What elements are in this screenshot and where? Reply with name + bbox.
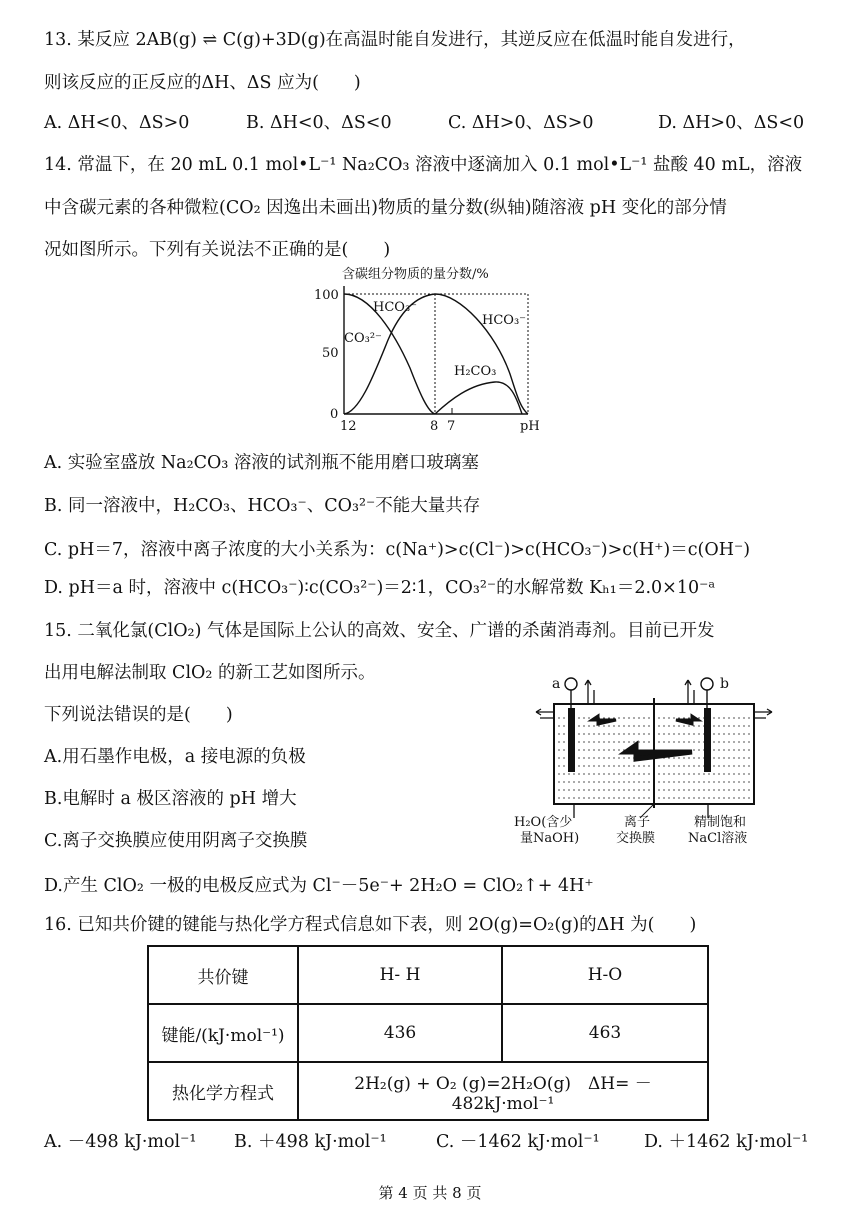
q15-option-c: C.离子交换膜应使用阴离子交换膜 bbox=[44, 831, 308, 851]
chart-label-hco3-left: HCO₃⁻ bbox=[373, 300, 418, 315]
chart-label-hco3-right: HCO₃⁻ bbox=[482, 313, 527, 328]
chart-xlabel: pH bbox=[520, 419, 540, 434]
q13-stem-line2: 则该反应的正反应的ΔH、ΔS 应为( ) bbox=[44, 73, 361, 93]
q14-stem-line3: 况如图所示。下列有关说法不正确的是( ) bbox=[44, 240, 391, 260]
table-header-bond: 共价键 bbox=[148, 946, 298, 1004]
table-equation-label: 热化学方程式 bbox=[148, 1062, 298, 1120]
q15-electrolysis-diagram bbox=[508, 668, 778, 848]
q14-stem-line2: 中含碳元素的各种微粒(CO₂ 因逸出未画出)物质的量分数(纵轴)随溶液 pH 变化的部分情 bbox=[44, 198, 727, 218]
q15-option-b: B.电解时 a 极区溶液的 pH 增大 bbox=[44, 789, 297, 809]
membrane-label-line1: 离子 bbox=[624, 815, 651, 830]
q16-option-a: A. －498 kJ·mol⁻¹ bbox=[44, 1132, 197, 1152]
table-energy-ho: 463 bbox=[502, 1004, 708, 1062]
q15-stem-line2: 出用电解法制取 ClO₂ 的新工艺如图所示。 bbox=[44, 663, 376, 683]
left-feed-line2: 量NaOH) bbox=[520, 831, 580, 846]
gas-outlet-left bbox=[585, 680, 594, 704]
right-feed-line1: 精制饱和 bbox=[694, 815, 747, 830]
terminal-a bbox=[565, 678, 577, 690]
q14-fraction-chart bbox=[300, 262, 550, 436]
q16-option-d: D. ＋1462 kJ·mol⁻¹ bbox=[644, 1132, 809, 1152]
table-header-hh: H- H bbox=[298, 946, 502, 1004]
side-outlet-left bbox=[536, 709, 554, 718]
left-feed-line1: H₂O(含少 bbox=[514, 815, 573, 830]
q14-option-c: C. pH＝7，溶液中离子浓度的大小关系为：c(Na⁺)>c(Cl⁻)>c(HCO₃⁻)>c(H⁺)＝c(OH⁻) bbox=[44, 540, 751, 560]
q13-option-c: C. ΔH>0、ΔS>0 bbox=[448, 113, 594, 133]
table-equation: 2H₂(g) + O₂ (g)=2H₂O(g) ΔH= －482kJ·mol⁻¹ bbox=[298, 1062, 708, 1120]
terminal-b bbox=[701, 678, 713, 690]
q13-stem-line1: 13. 某反应 2AB(g) ⇌ C(g)+3D(g)在高温时能自发进行，其逆反应在低温时能自发进行， bbox=[44, 30, 746, 50]
table-header-ho: H-O bbox=[502, 946, 708, 1004]
curve-hco3 bbox=[344, 294, 528, 414]
chart-ytick-100: 100 bbox=[314, 288, 339, 303]
arrow-right-small bbox=[676, 716, 698, 724]
chart-label-co3: CO₃²⁻ bbox=[344, 331, 382, 346]
q16-stem: 16. 已知共价键的键能与热化学方程式信息如下表，则 2O(g)=O₂(g)的ΔH 为( ) bbox=[44, 915, 697, 935]
q13-option-a: A. ΔH<0、ΔS>0 bbox=[44, 113, 190, 133]
chart-ytick-50: 50 bbox=[322, 346, 339, 361]
q14-option-a: A. 实验室盛放 Na₂CO₃ 溶液的试剂瓶不能用磨口玻璃塞 bbox=[44, 453, 479, 473]
curve-h2co3 bbox=[435, 382, 522, 414]
q13-option-d: D. ΔH>0、ΔS<0 bbox=[658, 113, 805, 133]
chart-xtick-8: 8 bbox=[430, 419, 439, 434]
q16-bond-table bbox=[147, 945, 709, 1121]
side-outlet-right bbox=[754, 709, 772, 718]
chart-ylabel: 含碳组分物质的量分数/% bbox=[342, 267, 489, 282]
membrane-label-line2: 交换膜 bbox=[616, 831, 656, 846]
page-footer: 第 4 页 共 8 页 bbox=[378, 1184, 482, 1202]
q15-option-d: D.产生 ClO₂ 一极的电极反应式为 Cl⁻－5e⁻+ 2H₂O = ClO₂↑+ 4H⁺ bbox=[44, 876, 594, 896]
right-feed-line2: NaCl溶液 bbox=[688, 831, 748, 846]
arrow-membrane bbox=[626, 745, 692, 759]
label-b: b bbox=[720, 676, 729, 692]
arrow-left-small bbox=[592, 716, 616, 724]
chart-label-h2co3: H₂CO₃ bbox=[454, 364, 497, 379]
q15-option-a: A.用石墨作电极，a 接电源的负极 bbox=[44, 747, 306, 767]
table-energy-label: 键能/(kJ·mol⁻¹) bbox=[148, 1004, 298, 1062]
chart-ytick-0: 0 bbox=[330, 407, 339, 422]
q14-option-b: B. 同一溶液中，H₂CO₃、HCO₃⁻、CO₃²⁻不能大量共存 bbox=[44, 496, 481, 516]
q15-stem-line1: 15. 二氧化氯(ClO₂) 气体是国际上公认的高效、安全、广谱的杀菌消毒剂。目前已开发 bbox=[44, 621, 715, 641]
gas-outlet-right bbox=[685, 680, 694, 704]
q16-option-c: C. －1462 kJ·mol⁻¹ bbox=[436, 1132, 600, 1152]
q13-option-b: B. ΔH<0、ΔS<0 bbox=[246, 113, 392, 133]
label-a: a bbox=[552, 676, 561, 692]
electrode-a bbox=[568, 708, 575, 772]
q14-stem-line1: 14. 常温下，在 20 mL 0.1 mol•L⁻¹ Na₂CO₃ 溶液中逐滴加入 0.1 mol•L⁻¹ 盐酸 40 mL，溶液 bbox=[44, 155, 803, 175]
q16-option-b: B. ＋498 kJ·mol⁻¹ bbox=[234, 1132, 387, 1152]
q15-stem-line3: 下列说法错误的是( ) bbox=[44, 705, 233, 725]
q14-option-d: D. pH＝a 时，溶液中 c(HCO₃⁻)∶c(CO₃²⁻)＝2∶1，CO₃²⁻的水解常数 Kₕ₁＝2.0×10⁻ᵃ bbox=[44, 578, 716, 598]
chart-xtick-7: 7 bbox=[447, 419, 456, 434]
electrode-b bbox=[704, 708, 711, 772]
table-energy-hh: 436 bbox=[298, 1004, 502, 1062]
chart-xtick-12: 12 bbox=[340, 419, 357, 434]
